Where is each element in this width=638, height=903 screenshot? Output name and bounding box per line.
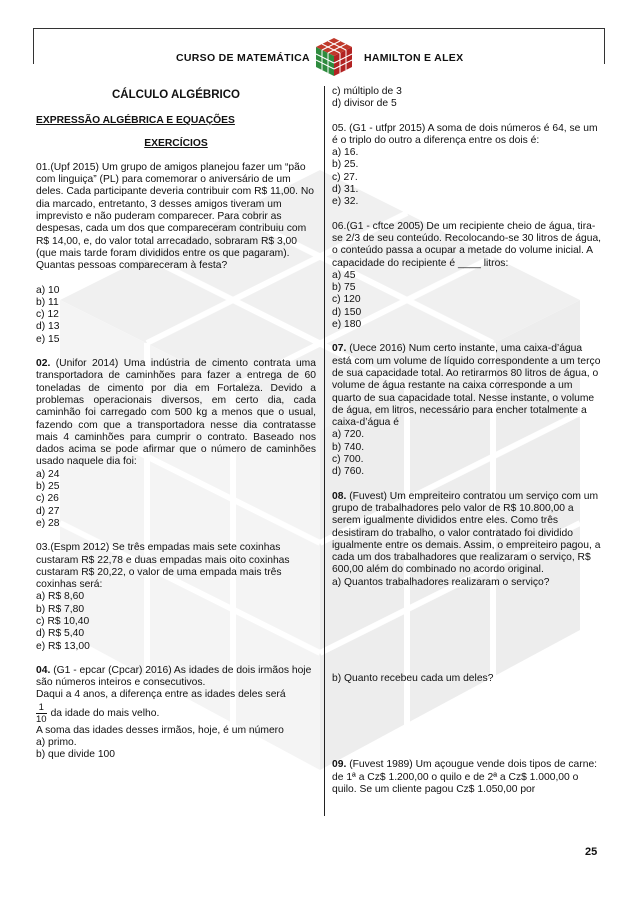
option: c) R$ 10,40 [36,615,90,627]
question-05-options [332,147,604,208]
option: c) 27. [332,171,358,183]
question-number: 08. [332,490,347,502]
authors-title: HAMILTON E ALEX [364,52,464,64]
option: b) 25. [332,159,359,171]
question-08-part-a: a) Quantos trabalhadores realizaram o serviço? [332,576,550,588]
fraction-numerator: 1 [36,702,47,714]
question-body: (Fuvest) Um empreiteiro contratou um serviço com um grupo de trabalhadores pelo valor de R$ 10.800,00 a serem igualmente divididos entre eles. Como três desistiram do trabalho, o valor contratado foi dividido igualmente entre os demais. Assim, o empreiteiro pagou, a cada um dos trabalhadores que realizaram o serviço, R$ 600,00 além do combinado no acordo original. [332,490,601,576]
question-04-text [36,665,316,690]
page-frame-left [33,28,34,64]
option: c) 120 [332,294,361,306]
option: b) 25 [36,481,60,493]
question-01-options [36,285,316,346]
question-08-part-b: b) Quanto recebeu cada um deles? [332,672,494,684]
option: d) 31. [332,184,359,196]
question-03-options [36,591,316,652]
option: c) 26 [36,493,59,505]
option: a) 10 [36,284,60,296]
option: e) 180 [332,319,362,331]
question-08-text [332,491,604,577]
option: d) 150 [332,306,362,318]
fraction-after-text: da idade do mais velho. [50,707,160,719]
option: a) 24 [36,468,60,480]
question-body: (Uece 2016) Num certo instante, uma caixa-d’água está com um volume de líquido correspondente a um terço de sua capacidade total. Ao retirarmos 80 litros de água, o volume de água restante na caixa corresponde a um quarto de sua capacidade total. Nesse instante, o volume de água, em litros, necessário para encher totalmente a caixa-d’água é [332,343,601,429]
option: d) 13 [36,321,60,333]
option: b) R$ 7,80 [36,603,85,615]
page-number: 25 [585,846,598,858]
question-07-text [332,343,604,429]
option: b) 740. [332,441,365,453]
question-09-text [332,759,604,796]
option: d) divisor de 5 [332,98,397,110]
question-number: 09. [332,759,347,771]
question-04-text-2: Daqui a 4 anos, a diferença entre as idades deles será [36,689,286,701]
question-body: (G1 - epcar (Cpcar) 2016) As idades de dois irmãos hoje são números inteiros e consecutivos. [36,664,312,689]
section-subtitle: EXPRESSÃO ALGÉBRICA E EQUAÇÕES [36,115,235,127]
option: b) que divide 100 [36,749,116,761]
question-04-fraction-line [36,702,316,725]
question-03-text: 03.(Espm 2012) Se três empadas mais sete coxinhas custaram R$ 22,78 e duas empadas mais oito coxinhas custaram R$ 20,22, o valor de uma empada mais três coxinhas será: [36,542,290,591]
question-02-text [36,358,316,469]
question-number: 04. [36,664,51,676]
option: e) 32. [332,196,359,208]
option: d) 27 [36,505,60,517]
question-05-text: 05. (G1 - utfpr 2015) A soma de dois números é 64, se um é o triplo do outro a diferença entre os dois é: [332,122,598,146]
option: a) 45 [332,269,356,281]
fraction [36,702,47,725]
question-number: 02. [36,358,51,370]
option: c) 12 [36,309,59,321]
page-frame-top [33,28,605,29]
question-06-text: 06.(G1 - cftce 2005) De um recipiente cheio de água, tira-se 2/3 de seu conteúdo. Recolocando-se 30 litros de água, o conteúdo passa a ocupar a metade do volume inicial. A capacidade do recipiente é ____ litros: [332,220,602,269]
option: c) 700. [332,454,364,466]
left-column [36,86,316,762]
exercises-heading: EXERCÍCIOS [144,137,208,149]
right-column [332,86,604,796]
option: a) 720. [332,429,365,441]
option: e) 28 [36,517,60,529]
option: a) primo. [36,737,77,749]
question-04-text-3: A soma das idades desses irmãos, hoje, é um número [36,724,284,736]
question-01-text: 01.(Upf 2015) Um grupo de amigos planejou fazer um “pão com linguiça” (PL) para comemorar o aniversário de um deles. Cada participante deveria contribuir com R$ 11,00. No dia marcado, entretanto, 3 desses amigos tiveram um imprevisto e não puderam comparecer. Para cobrir as despesas, cada um dos que compareceram contribuiu com R$ 14,00, e, do valor total arrecadado, sobraram R$ 3,00 (que mais tarde foram divididos entre os que pagaram). Quantas pessoas compareceram à festa? [36,161,314,272]
option: b) 75 [332,282,356,294]
option: c) múltiplo de 3 [332,86,402,97]
question-07-options [332,429,604,478]
option: d) 760. [332,466,365,478]
page-frame-right [604,28,605,64]
page-title: CÁLCULO ALGÉBRICO [112,89,240,101]
fraction-denominator: 10 [36,713,47,725]
question-body: (Unifor 2014) Uma indústria de cimento contrata uma transportadora de caminhões para fazer a entrega de 60 toneladas de cimento por dia em Fortaleza. Devido a problemas operacionais diversos, em certo dia, cada caminhão foi carregado com 500 kg a menos que o usual, fazendo com que a transportadora nesse dia contratasse mais 4 caminhões para cumprir o contrato. Baseado nos dados acima se pode afirmar que o número de caminhões usado naquele dia foi: [36,358,316,468]
option: e) 15 [36,333,60,345]
question-body: (Fuvest 1989) Um açougue vende dois tipos de carne: de 1ª a Cz$ 1.200,00 o quilo e de 2ª a Cz$ 1.000,00 o quilo. Se um cliente pagou Cz$ 1.050,00 por [332,759,598,795]
option: a) R$ 8,60 [36,591,85,603]
option: e) R$ 13,00 [36,640,90,652]
column-divider [324,86,325,816]
option: b) 11 [36,296,59,308]
question-06-options [332,270,604,331]
question-02-options [36,469,316,530]
option: a) 16. [332,147,359,159]
course-title: CURSO DE MATEMÁTICA [176,52,310,64]
rubik-cube-logo [313,36,355,78]
option: d) R$ 5,40 [36,628,85,640]
question-number: 07. [332,343,347,355]
